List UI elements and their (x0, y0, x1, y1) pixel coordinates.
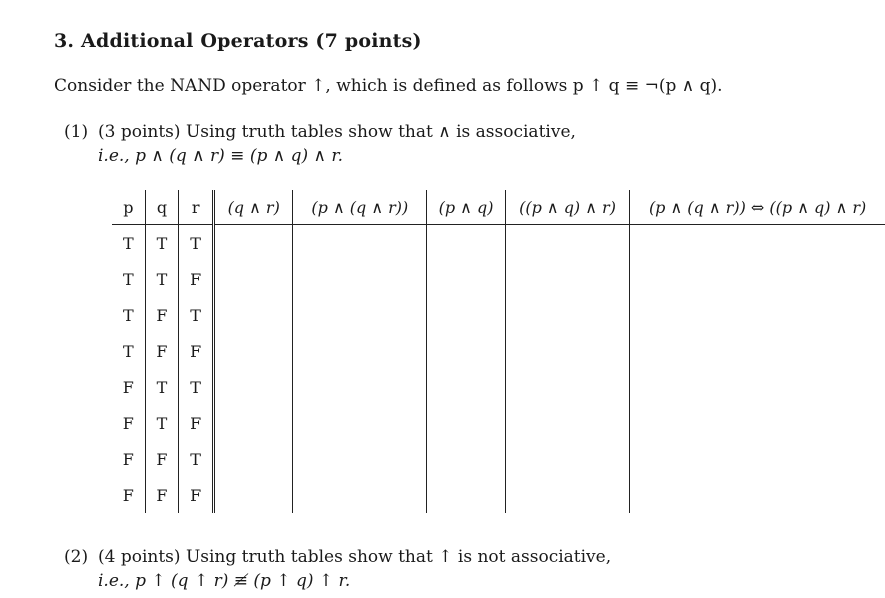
empty-cell-p-and-q-then-r (505, 297, 629, 333)
cell-r: F (179, 333, 214, 369)
intro-paragraph: Consider the NAND operator ↑, which is defined as follows p ↑ q ≡ ¬(p ∧ q). (54, 76, 723, 96)
empty-cell-p-and-q (427, 369, 506, 405)
empty-cell-p-and-q-then-r (505, 441, 629, 477)
table-row (112, 405, 885, 441)
empty-cell-p-and-q-and-r (293, 369, 427, 405)
header-p-and-q-and-r: (p ∧ (q ∧ r)) (293, 190, 427, 225)
cell-q: F (145, 441, 179, 477)
cell-p: F (122, 377, 134, 397)
empty-cell-q-and-r (213, 441, 292, 477)
table-row (112, 369, 885, 405)
truth-table-body (112, 225, 885, 514)
empty-cell-equivalence (630, 261, 885, 297)
empty-cell-p-and-q-and-r (293, 477, 427, 513)
header-equivalence: (p ∧ (q ∧ r)) ⇔ ((p ∧ q) ∧ r) (630, 190, 885, 225)
empty-cell-q-and-r (213, 333, 292, 369)
empty-cell-p-and-q-then-r (505, 333, 629, 369)
part-1-number: (1) (64, 122, 89, 142)
truth-table (112, 190, 885, 513)
empty-cell-equivalence (630, 225, 885, 262)
empty-cell-p-and-q-and-r (293, 297, 427, 333)
cell-p: T (122, 233, 134, 253)
header-r: r (179, 190, 214, 225)
empty-cell-equivalence (630, 441, 885, 477)
header-p-and-q: (p ∧ q) (427, 190, 506, 225)
empty-cell-p-and-q-then-r (505, 405, 629, 441)
empty-cell-equivalence (630, 405, 885, 441)
cell-p: T (122, 269, 134, 289)
empty-cell-p-and-q-then-r (505, 225, 629, 262)
section-title: 3. Additional Operators (7 points) (54, 30, 422, 52)
cell-r: F (179, 261, 214, 297)
empty-cell-equivalence (630, 369, 885, 405)
truth-table-header-row (112, 190, 885, 225)
part-1-text: (3 points) Using truth tables show that ∧ is associative, (98, 122, 576, 142)
empty-cell-p-and-q-and-r (293, 405, 427, 441)
empty-cell-q-and-r (213, 225, 292, 262)
part-2-formula: i.e., p ↑ (q ↑ r) ≢ (p ↑ q) ↑ r. (98, 571, 351, 591)
cell-q: F (145, 477, 179, 513)
part-1 (64, 120, 576, 168)
cell-r: T (179, 441, 214, 477)
header-q-and-r: (q ∧ r) (213, 190, 292, 225)
empty-cell-p-and-q-then-r (505, 477, 629, 513)
cell-q: T (145, 261, 179, 297)
cell-p: T (122, 305, 134, 325)
cell-r: T (179, 369, 214, 405)
empty-cell-p-and-q-then-r (505, 261, 629, 297)
cell-q: F (145, 333, 179, 369)
header-p: p (112, 190, 145, 225)
empty-cell-p-and-q (427, 405, 506, 441)
empty-cell-p-and-q (427, 477, 506, 513)
empty-cell-q-and-r (213, 369, 292, 405)
cell-r: F (179, 405, 214, 441)
empty-cell-p-and-q-and-r (293, 333, 427, 369)
table-row (112, 477, 885, 513)
part-1-formula: i.e., p ∧ (q ∧ r) ≡ (p ∧ q) ∧ r. (98, 146, 344, 166)
cell-r: T (179, 297, 214, 333)
table-row (112, 441, 885, 477)
empty-cell-q-and-r (213, 297, 292, 333)
empty-cell-equivalence (630, 477, 885, 513)
empty-cell-p-and-q-and-r (293, 441, 427, 477)
part-2-text: (4 points) Using truth tables show that ↑ is not associative, (98, 547, 612, 567)
empty-cell-q-and-r (213, 405, 292, 441)
table-row (112, 261, 885, 297)
empty-cell-equivalence (630, 297, 885, 333)
cell-q: T (145, 225, 179, 262)
cell-p: F (122, 413, 134, 433)
empty-cell-p-and-q (427, 225, 506, 262)
cell-r: T (179, 225, 214, 262)
table-row (112, 333, 885, 369)
cell-q: T (145, 369, 179, 405)
part-2-number: (2) (64, 547, 89, 567)
part-2 (64, 545, 611, 593)
empty-cell-p-and-q (427, 297, 506, 333)
header-q: q (145, 190, 179, 225)
table-row (112, 225, 885, 262)
empty-cell-p-and-q-and-r (293, 225, 427, 262)
empty-cell-p-and-q-then-r (505, 369, 629, 405)
empty-cell-p-and-q (427, 333, 506, 369)
empty-cell-equivalence (630, 333, 885, 369)
header-p-and-q-then-r: ((p ∧ q) ∧ r) (505, 190, 629, 225)
cell-p: F (122, 485, 134, 505)
cell-q: T (145, 405, 179, 441)
cell-p: T (122, 341, 134, 361)
empty-cell-p-and-q-and-r (293, 261, 427, 297)
table-row (112, 297, 885, 333)
empty-cell-p-and-q (427, 261, 506, 297)
empty-cell-p-and-q (427, 441, 506, 477)
cell-p: F (122, 449, 134, 469)
cell-r: F (179, 477, 214, 513)
empty-cell-q-and-r (213, 477, 292, 513)
empty-cell-q-and-r (213, 261, 292, 297)
cell-q: F (145, 297, 179, 333)
